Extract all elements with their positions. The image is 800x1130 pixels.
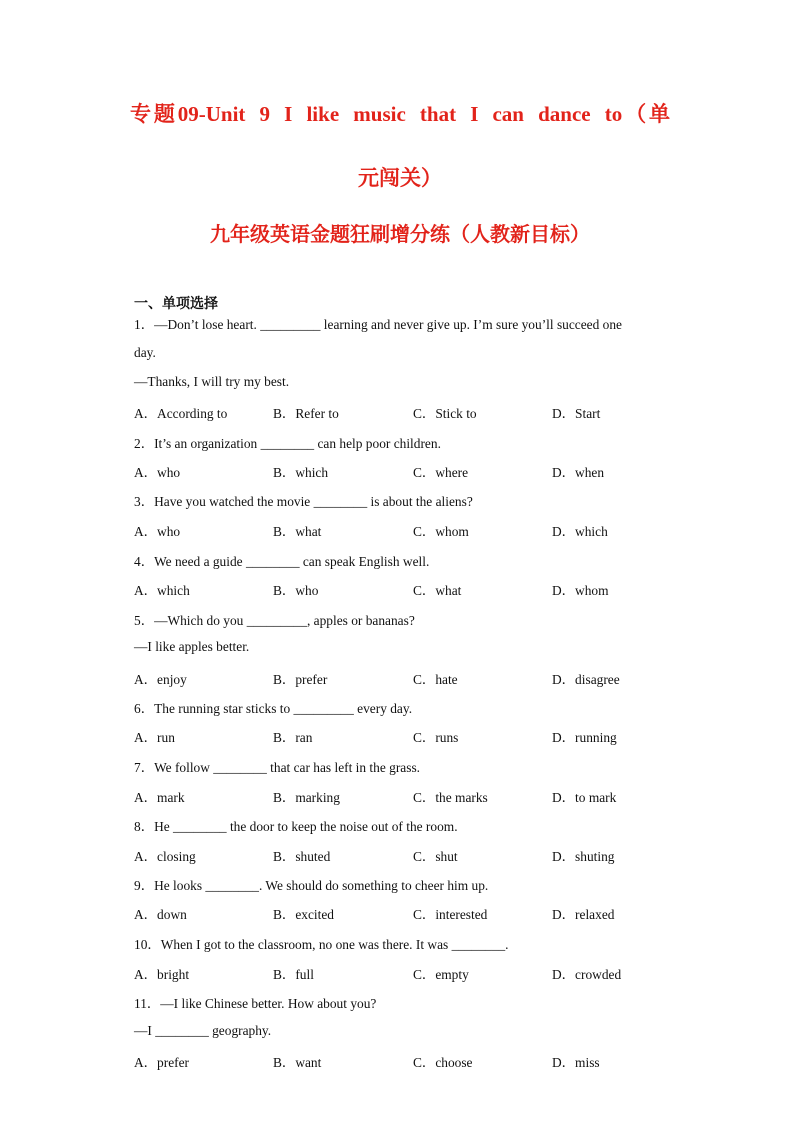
- option-a: A．enjoy: [134, 672, 187, 687]
- question-7-stem: 7．We follow ________ that car has left in the grass.: [134, 760, 421, 775]
- option-b: B．marking: [273, 790, 340, 805]
- option-b: B．shuted: [273, 849, 331, 864]
- option-a: A．who: [134, 524, 181, 539]
- option-c: C．runs: [413, 730, 459, 745]
- option-d: D．disagree: [552, 672, 620, 687]
- option-d: D．to mark: [552, 790, 617, 805]
- option-b: B．want: [273, 1055, 322, 1070]
- question-6-stem: 6．The running star sticks to _________ every day.: [134, 701, 413, 716]
- option-d: D．when: [552, 465, 605, 480]
- question-11-reply: —I ________ geography.: [134, 1023, 272, 1038]
- option-a: A．mark: [134, 790, 185, 805]
- option-a: A．who: [134, 465, 181, 480]
- option-a: A．run: [134, 730, 175, 745]
- question-3-stem: 3．Have you watched the movie ________ is about the aliens?: [134, 494, 473, 509]
- option-a: A．prefer: [134, 1055, 190, 1070]
- section-heading: 一、单项选择: [134, 297, 218, 312]
- question-5-reply: —I like apples better.: [134, 639, 250, 654]
- question-1-reply: —Thanks, I will try my best.: [134, 374, 290, 389]
- question-1-stem-cont: day.: [134, 345, 156, 360]
- option-b: B．excited: [273, 907, 334, 922]
- question-10-stem: 10．When I got to the classroom, no one was there. It was ________.: [134, 937, 509, 952]
- option-c: C．whom: [413, 524, 469, 539]
- question-4-stem: 4．We need a guide ________ can speak English well.: [134, 554, 430, 569]
- option-b: B．which: [273, 465, 329, 480]
- option-c: C．choose: [413, 1055, 473, 1070]
- option-c: C．interested: [413, 907, 488, 922]
- option-d: D．miss: [552, 1055, 600, 1070]
- option-d: D．crowded: [552, 967, 622, 982]
- option-c: C．the marks: [413, 790, 488, 805]
- option-c: C．Stick to: [413, 406, 477, 421]
- option-b: B．full: [273, 967, 314, 982]
- option-b: B．who: [273, 583, 319, 598]
- option-b: B．ran: [273, 730, 313, 745]
- question-11-stem: 11．—I like Chinese better. How about you?: [134, 996, 377, 1011]
- option-a: A．which: [134, 583, 190, 598]
- option-a: A．According to: [134, 406, 228, 421]
- option-a: A．down: [134, 907, 187, 922]
- question-5-stem: 5．—Which do you _________, apples or bananas?: [134, 613, 415, 628]
- option-b: B．prefer: [273, 672, 328, 687]
- option-d: D．which: [552, 524, 608, 539]
- question-1-stem: 1．—Don’t lose heart. _________ learning and never give up. I’m sure you’ll succeed one: [134, 317, 623, 332]
- question-8-stem: 8．He ________ the door to keep the noise out of the room.: [134, 819, 458, 834]
- question-9-stem: 9．He looks ________. We should do something to cheer him up.: [134, 878, 489, 893]
- title-line-1: 专题09-Unit 9 I like music that I can dance to（单: [130, 102, 670, 126]
- option-b: B．what: [273, 524, 322, 539]
- question-2-stem: 2．It’s an organization ________ can help poor children.: [134, 436, 441, 451]
- option-d: D．Start: [552, 406, 601, 421]
- option-c: C．empty: [413, 967, 469, 982]
- option-c: C．shut: [413, 849, 458, 864]
- option-d: D．running: [552, 730, 617, 745]
- option-a: A．bright: [134, 967, 190, 982]
- option-d: D．shuting: [552, 849, 615, 864]
- title-line-2: 元闯关）: [358, 166, 442, 190]
- option-a: A．closing: [134, 849, 196, 864]
- option-c: C．hate: [413, 672, 458, 687]
- subtitle: 九年级英语金题狂刷增分练（人教新目标）: [210, 224, 590, 246]
- option-d: D．relaxed: [552, 907, 615, 922]
- option-c: C．what: [413, 583, 462, 598]
- option-c: C．where: [413, 465, 469, 480]
- option-d: D．whom: [552, 583, 609, 598]
- option-b: B．Refer to: [273, 406, 339, 421]
